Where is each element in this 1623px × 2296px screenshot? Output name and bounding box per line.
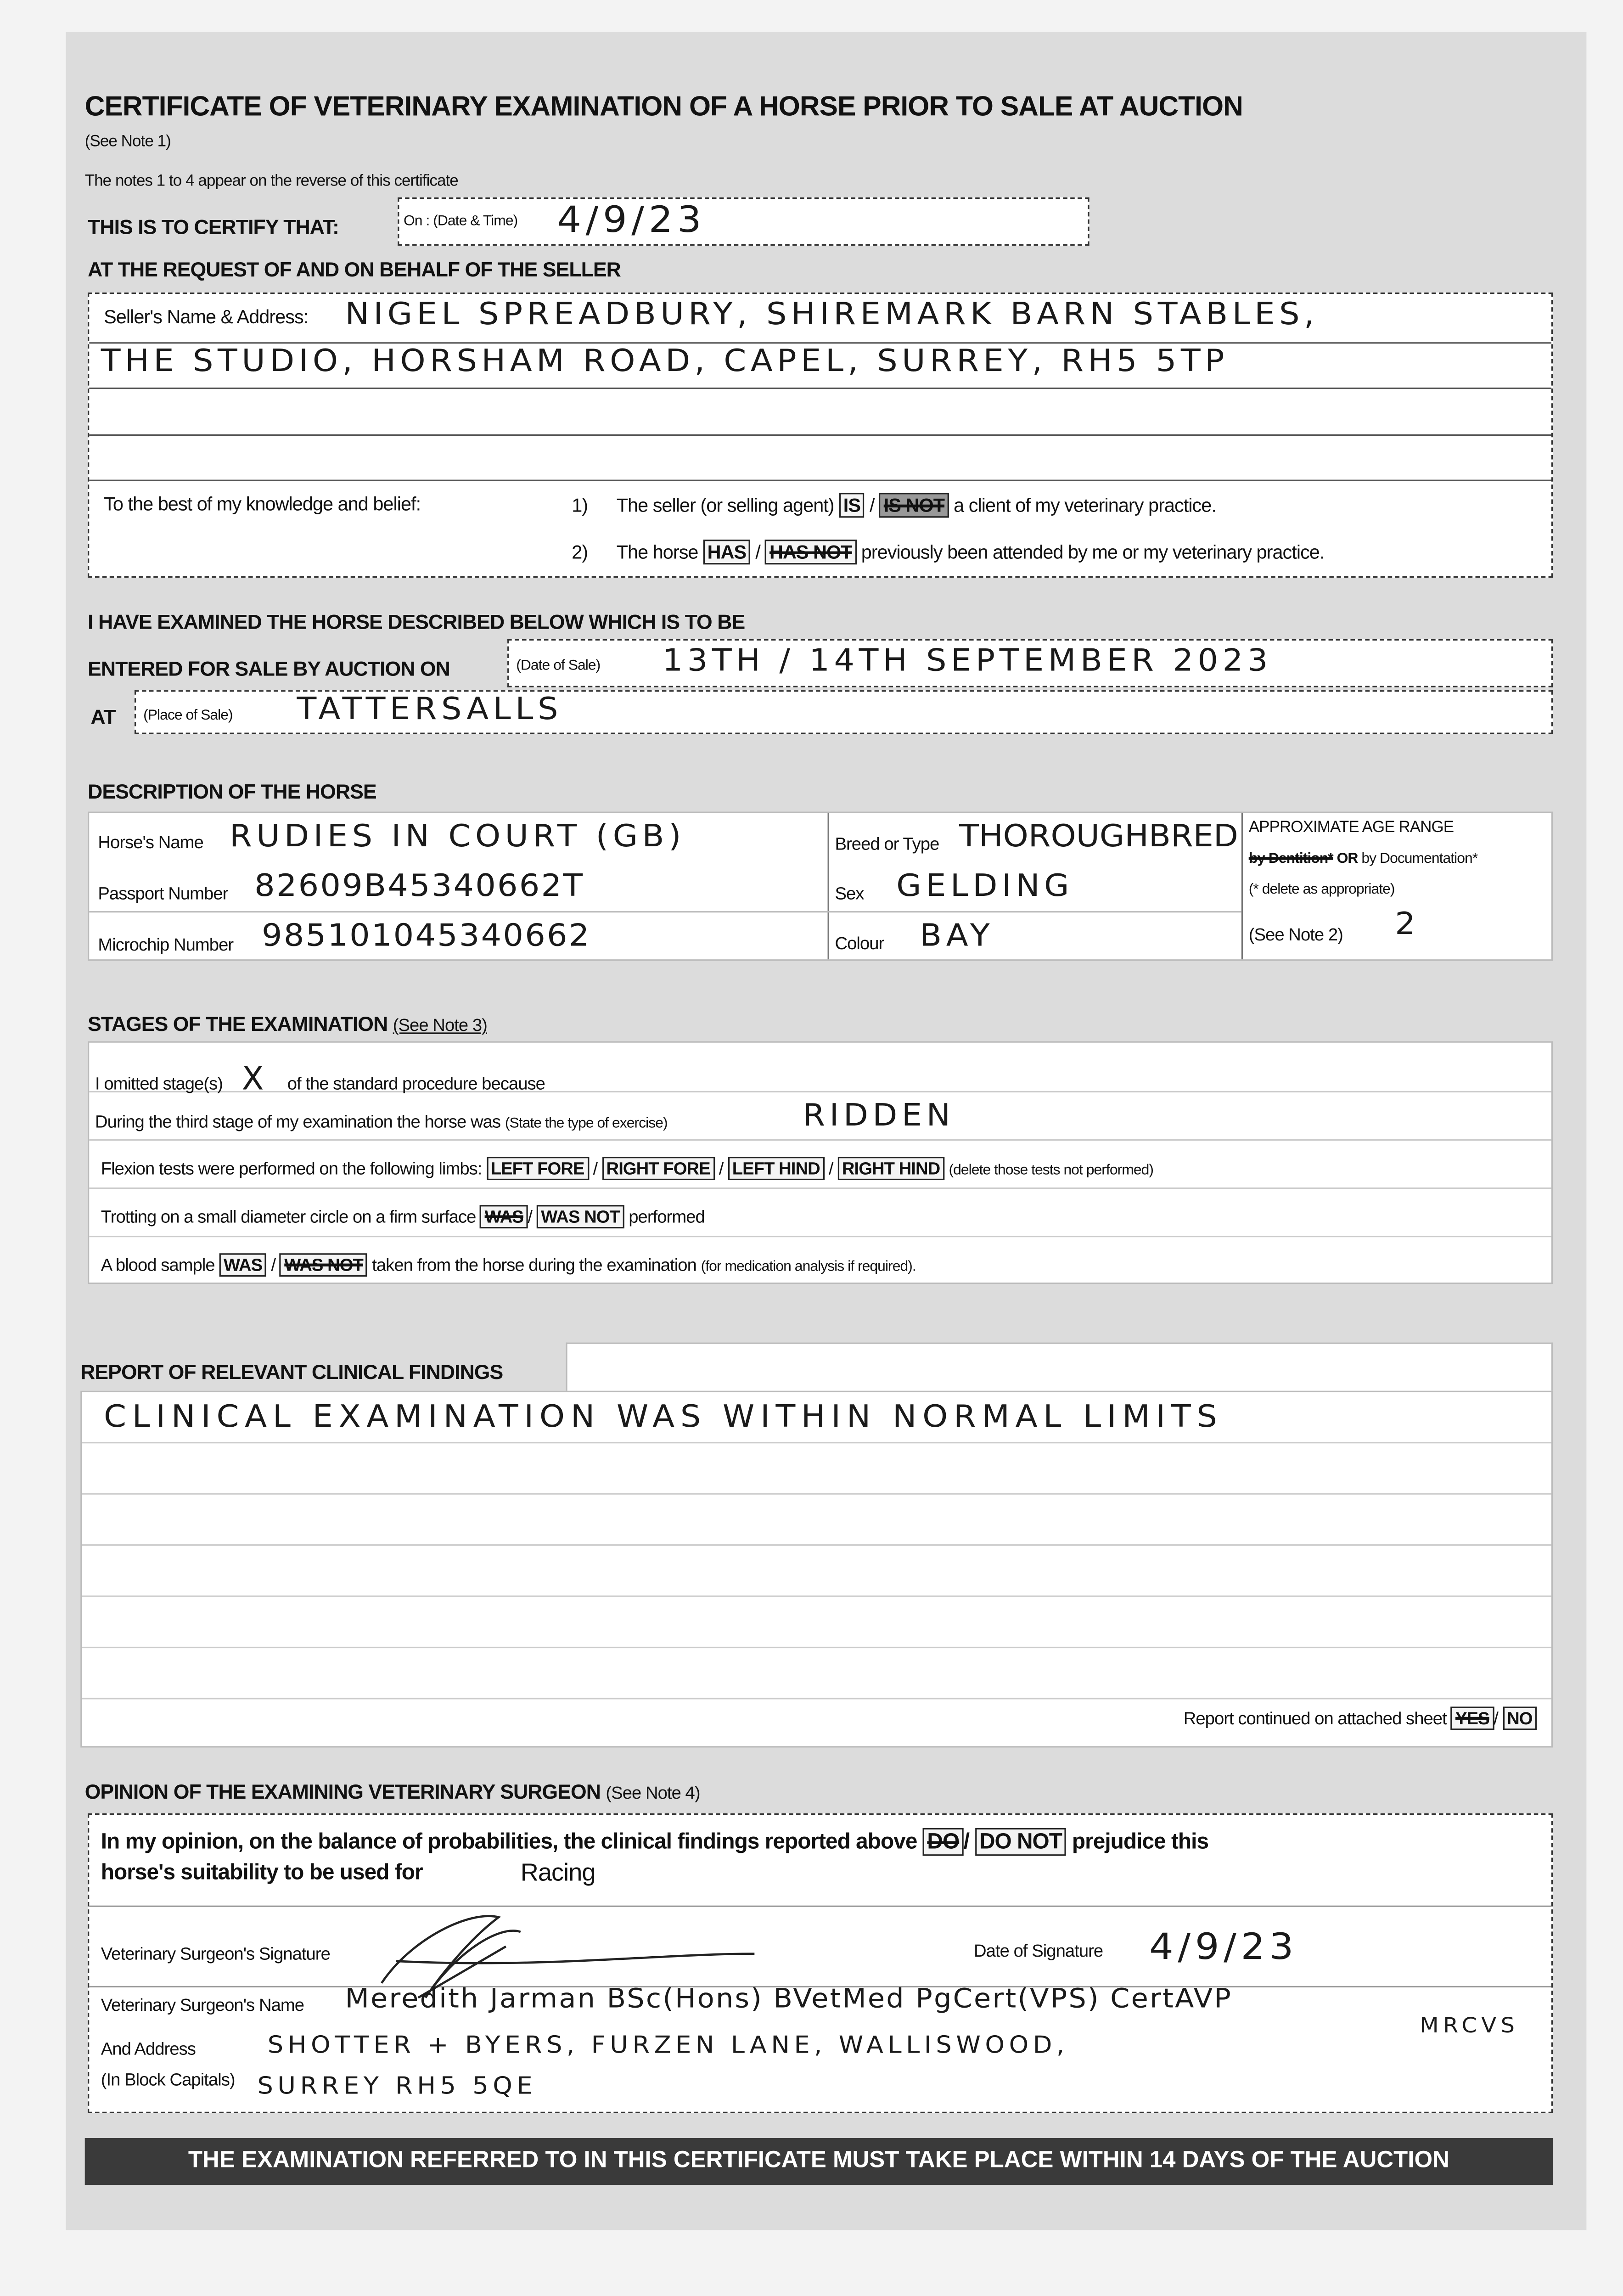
colour-value[interactable]: BAY (920, 919, 994, 954)
trotting-row: Trotting on a small diameter circle on a firm surface WAS / WAS NOT performed (101, 1205, 705, 1228)
statement-text: a client of my veterinary practice. (954, 494, 1216, 517)
omitted-value[interactable]: X (241, 1062, 269, 1098)
seller-line-2[interactable]: THE STUDIO, HORSHAM ROAD, CAPEL, SURREY, RH5 5TP (101, 344, 1229, 380)
option-is[interactable]: IS (839, 493, 865, 518)
third-stage-row (95, 1111, 668, 1132)
colour-label: Colour (835, 933, 884, 954)
vet-name-label-a: Veterinary Surgeon's (101, 1994, 255, 2015)
limb-right-hind[interactable]: RIGHT HIND (837, 1157, 944, 1180)
entered-label: ENTERED FOR SALE BY AUCTION ON (88, 656, 450, 680)
see-note-1: (See Note 1) (84, 133, 171, 151)
continued-label: Report continued on attached sheet (1183, 1708, 1447, 1729)
flexion-row: Flexion tests were performed on the following limbs: LEFT FORE / RIGHT FORE / LEFT HIND / RIGHT HIND (delete those tests not performed) (101, 1157, 1153, 1180)
address-label: And Address (101, 2038, 196, 2060)
limb-left-hind[interactable]: LEFT HIND (728, 1157, 824, 1180)
address-label-2: (In Block Capitals) (101, 2069, 235, 2090)
opinion-text-post: prejudice this (1072, 1829, 1209, 1855)
microchip-label: Microchip Number (98, 934, 234, 955)
blood-was[interactable]: WAS (219, 1253, 266, 1277)
age-heading: APPROXIMATE AGE RANGE (1248, 819, 1454, 837)
third-stage-note: (State the type of exercise) (505, 1115, 668, 1132)
signature-label: Veterinary Surgeon's Signature (101, 1943, 330, 1964)
notes-intro: The notes 1 to 4 appear on the reverse of this certificate (84, 172, 458, 191)
age-or: OR (1337, 851, 1358, 867)
flexion-label: Flexion tests were performed on the following limbs: (101, 1158, 482, 1179)
passport-value[interactable]: 82609B45340662T (254, 869, 584, 905)
passport-label: Passport Number (98, 883, 228, 904)
blood-post: taken from the horse during the examination (372, 1255, 696, 1276)
vet-name-label (101, 1995, 304, 2015)
trotting-was[interactable]: WAS (480, 1205, 528, 1228)
option-do-not[interactable]: DO NOT (975, 1828, 1066, 1856)
date-of-sale-label: (Date of Sale) (516, 658, 601, 675)
intended-use-value[interactable]: Racing (520, 1858, 595, 1887)
sex-label: Sex (835, 883, 864, 904)
place-label: (Place of Sale) (143, 708, 233, 724)
age-value[interactable]: 2 (1395, 907, 1420, 943)
age-by-dentition[interactable]: by Dentition* (1248, 851, 1333, 867)
breed-label: Breed or Type (835, 833, 939, 854)
omitted-post: of the standard procedure because (287, 1073, 545, 1094)
statement-number: 1) (572, 494, 588, 517)
opinion-note: (See Note 4) (606, 1783, 700, 1803)
statement-text: previously been attended by me or my veterinary practice. (861, 541, 1325, 563)
stages-section (88, 1041, 1553, 1284)
finding-text[interactable]: CLINICAL EXAMINATION WAS WITHIN NORMAL LIMITS (104, 1400, 1223, 1435)
knowledge-label: To the best of my knowledge and belief: (104, 493, 421, 515)
age-method (1249, 851, 1478, 867)
date-signature-value[interactable]: 4/9/23 (1149, 1927, 1298, 1969)
trotting-was-not[interactable]: WAS NOT (537, 1205, 624, 1228)
statement-text: The horse (616, 541, 698, 563)
trotting-label: Trotting on a small diameter circle on a firm surface (101, 1206, 476, 1227)
vet-name-label-b: Name (258, 1994, 304, 2015)
option-is-not[interactable]: IS NOT (879, 493, 949, 518)
age-see-note: (See Note 2) (1248, 924, 1343, 945)
blood-note: (for medication analysis if required). (701, 1259, 916, 1276)
statement-client (572, 493, 1216, 518)
stages-heading (88, 1012, 487, 1035)
report-heading: REPORT OF RELEVANT CLINICAL FINDINGS (80, 1360, 503, 1384)
place-of-sale-field[interactable] (135, 690, 1553, 734)
certify-label: THIS IS TO CERTIFY THAT: (88, 215, 339, 239)
at-label: AT (90, 705, 116, 728)
opinion-text-line2: horse's suitability to be used for (101, 1860, 423, 1885)
address-line-1[interactable]: SHOTTER + BYERS, FURZEN LANE, WALLISWOOD, (267, 2032, 1069, 2060)
omitted-row (95, 1062, 545, 1098)
seller-label: Seller's Name & Address: (104, 305, 309, 328)
footer-notice: THE EXAMINATION REFERRED TO IN THIS CERTIFICATE MUST TAKE PLACE WITHIN 14 DAYS OF THE AUCTION (85, 2138, 1553, 2185)
vet-name-value[interactable]: Meredith Jarman BSc(Hons) BVetMed PgCert(VPS) CertAVP (345, 1984, 1233, 2015)
blood-row: A blood sample WAS / WAS NOT taken from the horse during the examination (for medication analysis if required). (101, 1253, 916, 1277)
trotting-post: performed (629, 1206, 705, 1227)
breed-value[interactable]: THOROUGHBRED (959, 820, 1238, 855)
address-line-2[interactable]: SURREY RH5 5QE (257, 2073, 537, 2101)
description-section (88, 812, 1553, 961)
description-heading: DESCRIPTION OF THE HORSE (88, 779, 376, 803)
date-signature-label: Date of Signature (974, 1941, 1103, 1961)
stages-note: (See Note 3) (393, 1015, 487, 1035)
seller-line-1[interactable]: NIGEL SPREADBURY, SHIREMARK BARN STABLES, (345, 298, 1319, 333)
date-time-label: On : (Date & Time) (403, 213, 518, 230)
opinion-heading (85, 1780, 700, 1803)
opinion-statement: In my opinion, on the balance of probabilities, the clinical findings reported above DO / DO NOT prejudice this (101, 1828, 1208, 1856)
option-has-not[interactable]: HAS NOT (765, 540, 856, 564)
opinion-text: In my opinion, on the balance of probabilities, the clinical findings reported above (101, 1829, 917, 1855)
microchip-value[interactable]: 985101045340662 (262, 919, 591, 954)
flexion-note: (delete those tests not performed) (949, 1162, 1154, 1179)
vet-qualification-mrcvs[interactable]: MRCVS (1420, 2013, 1519, 2038)
blood-label: A blood sample (101, 1255, 215, 1276)
sex-value[interactable]: GELDING (896, 869, 1074, 905)
age-by-documentation[interactable]: by Documentation* (1361, 851, 1478, 867)
horse-name-value[interactable]: RUDIES IN COURT (GB) (229, 820, 686, 855)
date-of-sale-value: 13TH / 14TH SEPTEMBER 2023 (662, 644, 1272, 679)
separator: / (870, 494, 875, 517)
limb-left-fore[interactable]: LEFT FORE (486, 1157, 589, 1180)
place-value: TATTERSALLS (297, 692, 563, 727)
stages-heading-text: STAGES OF THE EXAMINATION (88, 1012, 388, 1035)
third-stage-label: During the third stage of my examination the horse was (95, 1111, 501, 1132)
age-delete-note: (* delete as appropriate) (1248, 882, 1395, 898)
seller-section (88, 293, 1553, 578)
third-stage-value[interactable]: RIDDEN (803, 1099, 955, 1134)
report-header-box (566, 1343, 1553, 1392)
horse-name-label: Horse's Name (98, 832, 203, 853)
request-heading: AT THE REQUEST OF AND ON BEHALF OF THE SELLER (88, 257, 621, 281)
opinion-section (88, 1813, 1553, 2113)
opinion-heading-text: OPINION OF THE EXAMINING VETERINARY SURGEON (84, 1779, 601, 1803)
report-findings-area[interactable] (80, 1391, 1553, 1748)
blood-was-not[interactable]: WAS NOT (280, 1253, 368, 1277)
separator: / (755, 541, 760, 563)
report-continued: Report continued on attached sheet YES / NO (1184, 1707, 1537, 1730)
continued-no[interactable]: NO (1503, 1707, 1537, 1730)
date-time-value: 4/9/23 (557, 200, 706, 242)
omitted-label: I omitted stage(s) (95, 1073, 223, 1094)
statement-attended (572, 540, 1324, 564)
examined-heading: I HAVE EXAMINED THE HORSE DESCRIBED BELOW WHICH IS TO BE (88, 610, 745, 633)
date-time-field[interactable] (398, 197, 1089, 246)
option-do[interactable]: DO (923, 1828, 964, 1856)
option-has[interactable]: HAS (703, 540, 751, 564)
limb-right-fore[interactable]: RIGHT FORE (602, 1157, 714, 1180)
date-of-sale-field[interactable] (507, 639, 1553, 687)
continued-yes[interactable]: YES (1451, 1707, 1494, 1730)
statement-text: The seller (or selling agent) (616, 494, 834, 517)
certificate-title: CERTIFICATE OF VETERINARY EXAMINATION OF A HORSE PRIOR TO SALE AT AUCTION (84, 92, 1243, 123)
statement-number: 2) (572, 541, 588, 563)
